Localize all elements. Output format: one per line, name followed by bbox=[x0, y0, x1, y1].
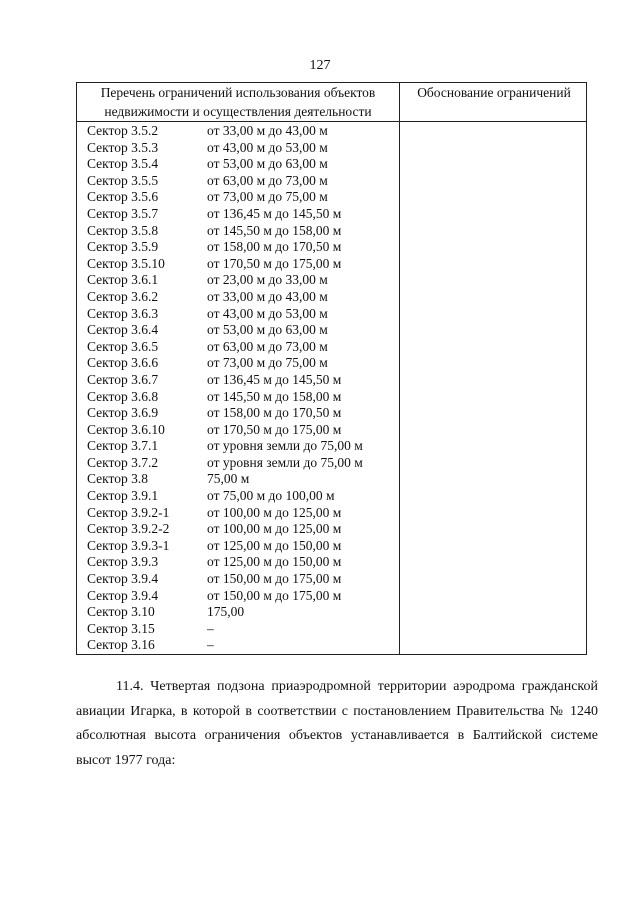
height-range: от 33,00 м до 43,00 м bbox=[207, 288, 328, 304]
height-range: от уровня земли до 75,00 м bbox=[207, 438, 363, 454]
sector-name: Сектор 3.5.5 bbox=[87, 172, 159, 188]
table-row bbox=[77, 389, 399, 406]
sector-name: Сектор 3.5.3 bbox=[87, 139, 159, 155]
table-row bbox=[77, 488, 399, 505]
sector-name: Сектор 3.6.4 bbox=[87, 322, 159, 338]
sector-name: Сектор 3.9.4 bbox=[87, 587, 159, 603]
table-row bbox=[77, 322, 399, 339]
sector-name: Сектор 3.15 bbox=[87, 620, 155, 636]
sector-name: Сектор 3.5.7 bbox=[87, 205, 159, 221]
sector-name: Сектор 3.9.1 bbox=[87, 488, 159, 504]
sector-name: Сектор 3.9.3-1 bbox=[87, 537, 170, 553]
height-range: от 170,50 м до 175,00 м bbox=[207, 255, 342, 271]
table-row bbox=[77, 272, 399, 289]
height-range: от 43,00 м до 53,00 м bbox=[207, 305, 328, 321]
table-row bbox=[77, 156, 399, 173]
table-row bbox=[77, 355, 399, 372]
table-row bbox=[77, 189, 399, 206]
table-row bbox=[77, 140, 399, 157]
sector-name: Сектор 3.6.9 bbox=[87, 405, 159, 421]
table-row bbox=[77, 372, 399, 389]
table-row bbox=[77, 173, 399, 190]
sector-name: Сектор 3.7.1 bbox=[87, 438, 159, 454]
sector-name: Сектор 3.6.6 bbox=[87, 355, 159, 371]
section-paragraph bbox=[76, 675, 598, 773]
header-divider bbox=[77, 121, 586, 122]
sector-name: Сектор 3.5.8 bbox=[87, 222, 159, 238]
sector-name: Сектор 3.10 bbox=[87, 604, 155, 620]
sector-name: Сектор 3.16 bbox=[87, 637, 155, 653]
table-row bbox=[77, 637, 399, 654]
sector-name: Сектор 3.6.7 bbox=[87, 371, 159, 387]
height-range: от 63,00 м до 73,00 м bbox=[207, 172, 328, 188]
paragraph-text: 11.4. Четвертая подзона приаэродромной территории аэродрома гражданской авиации Игарка, в которой в соответствии с постановлением Правительства № 1240 абсолютная высота ограничения объектов устанавливается в Балтийской системе высот 1977 года: bbox=[76, 679, 598, 768]
table-row bbox=[77, 621, 399, 638]
table-row bbox=[77, 505, 399, 522]
table-row bbox=[77, 256, 399, 273]
table-row bbox=[77, 521, 399, 538]
height-range: от 136,45 м до 145,50 м bbox=[207, 371, 342, 387]
sector-name: Сектор 3.5.10 bbox=[87, 255, 165, 271]
height-range: 75,00 м bbox=[207, 471, 250, 487]
restrictions-table bbox=[76, 82, 587, 655]
height-range: от 73,00 м до 75,00 м bbox=[207, 189, 328, 205]
height-range: от 63,00 м до 73,00 м bbox=[207, 338, 328, 354]
sector-name: Сектор 3.5.2 bbox=[87, 123, 159, 138]
sector-name: Сектор 3.9.4 bbox=[87, 571, 159, 587]
sector-name: Сектор 3.9.2-2 bbox=[87, 521, 170, 537]
height-range: от уровня земли до 75,00 м bbox=[207, 454, 363, 470]
height-range: от 136,45 м до 145,50 м bbox=[207, 205, 342, 221]
table-row bbox=[77, 422, 399, 439]
table-row bbox=[77, 206, 399, 223]
page-number: 127 bbox=[309, 58, 331, 73]
height-range: – bbox=[207, 637, 214, 653]
table-row bbox=[77, 604, 399, 621]
sector-name: Сектор 3.8 bbox=[87, 471, 149, 487]
height-range: от 145,50 м до 158,00 м bbox=[207, 222, 342, 238]
sector-name: Сектор 3.9.2-1 bbox=[87, 504, 170, 520]
sector-name: Сектор 3.6.2 bbox=[87, 288, 159, 304]
table-row bbox=[77, 223, 399, 240]
height-range: от 53,00 м до 63,00 м bbox=[207, 156, 328, 172]
sector-name: Сектор 3.5.9 bbox=[87, 239, 159, 255]
height-range: от 170,50 м до 175,00 м bbox=[207, 421, 342, 437]
table-row bbox=[77, 239, 399, 256]
table-row bbox=[77, 306, 399, 323]
sector-name: Сектор 3.6.8 bbox=[87, 388, 159, 404]
height-range: от 125,00 м до 150,00 м bbox=[207, 537, 342, 553]
height-range: от 75,00 м до 100,00 м bbox=[207, 488, 335, 504]
height-range: от 53,00 м до 63,00 м bbox=[207, 322, 328, 338]
table-row bbox=[77, 571, 399, 588]
table-rows bbox=[77, 123, 399, 654]
height-range: от 43,00 м до 53,00 м bbox=[207, 139, 328, 155]
height-range: от 150,00 м до 175,00 м bbox=[207, 587, 342, 603]
table-row bbox=[77, 289, 399, 306]
table-row bbox=[77, 471, 399, 488]
height-range: – bbox=[207, 620, 214, 636]
height-range: от 73,00 м до 75,00 м bbox=[207, 355, 328, 371]
height-range: от 33,00 м до 43,00 м bbox=[207, 123, 328, 138]
height-range: от 158,00 м до 170,50 м bbox=[207, 239, 342, 255]
sector-name: Сектор 3.7.2 bbox=[87, 454, 159, 470]
height-range: от 100,00 м до 125,00 м bbox=[207, 521, 342, 537]
height-range: от 125,00 м до 150,00 м bbox=[207, 554, 342, 570]
height-range: от 100,00 м до 125,00 м bbox=[207, 504, 342, 520]
sector-name: Сектор 3.5.6 bbox=[87, 189, 159, 205]
sector-name: Сектор 3.6.1 bbox=[87, 272, 159, 288]
header-justification: Обоснование ограничений bbox=[417, 85, 571, 100]
height-range: от 158,00 м до 170,50 м bbox=[207, 405, 342, 421]
sector-name: Сектор 3.9.3 bbox=[87, 554, 159, 570]
table-row bbox=[77, 455, 399, 472]
table-row bbox=[77, 339, 399, 356]
height-range: от 145,50 м до 158,00 м bbox=[207, 388, 342, 404]
table-row bbox=[77, 405, 399, 422]
table-row bbox=[77, 588, 399, 605]
height-range: 175,00 bbox=[207, 604, 245, 620]
table-row bbox=[77, 538, 399, 555]
height-range: от 23,00 м до 33,00 м bbox=[207, 272, 328, 288]
header-restrictions-list: Перечень ограничений использования объектов недвижимости и осуществления деятельности bbox=[100, 85, 376, 119]
table-row bbox=[77, 554, 399, 571]
sector-name: Сектор 3.5.4 bbox=[87, 156, 159, 172]
height-range: от 150,00 м до 175,00 м bbox=[207, 571, 342, 587]
sector-name: Сектор 3.6.10 bbox=[87, 421, 165, 437]
table-row bbox=[77, 438, 399, 455]
sector-name: Сектор 3.6.5 bbox=[87, 338, 159, 354]
sector-name: Сектор 3.6.3 bbox=[87, 305, 159, 321]
column-divider bbox=[399, 83, 400, 654]
table-row bbox=[77, 123, 399, 140]
